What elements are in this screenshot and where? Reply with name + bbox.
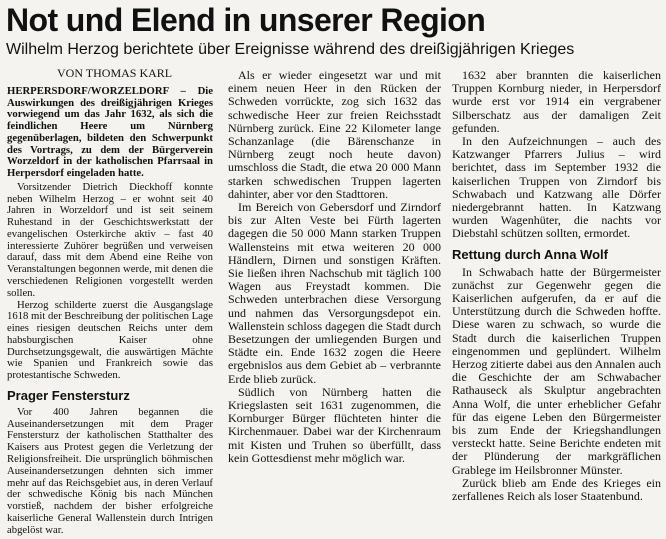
article-byline: VON THOMAS KARL	[57, 66, 173, 80]
column-2	[228, 69, 441, 465]
lead-text: – Die Auswirkungen des dreißigjährigen Krieges vorwiegend um das Jahr 1632, als sich die feindlichen Heere um Nürnberg gegenüberlagen, bildeten den Schwerpunkt des Vortrags, zu dem der Bürgerverein Worzeldorf in der katholischen Pfarrsaal in Herpersdorf eingeladen hatte.	[7, 84, 213, 180]
section-heading-rettung-durch-anna-wolf: Rettung durch Anna Wolf	[452, 246, 608, 262]
article-subheadline: Wilhelm Herzog berichtete über Ereignisse während des dreißigjährigen Krieges	[6, 41, 575, 58]
paragraph-2: Herzog schilderte zuerst die Ausgangslage 1618 mit der Beschreibung der politischen Lage eines riesigen deutschen Reichs unter dem habsburgischen Kaiser ohne Durchsetzungsgewalt, die auswärtigen Mächte wie Spanien und Frankreich sowie das protestantische Schweden.	[7, 298, 213, 382]
paragraph-3: Vor 400 Jahren begannen die Auseinandersetzungen mit dem Prager Fenstersturz der katholischen Statthalter des Kaisers aus Protest gegen die Verletzung der Religionsfreiheit. Die ursprünglich böhmischen Auseinandersetzungen dehnten sich immer mehr auf das Reichsgebiet aus, in deren Verlauf der schwedische König bis nach München vorstieß, nachdem der bisher erfolgreiche kaiserliche General Wallenstein durch Intrigen abgelöst war.	[7, 405, 213, 536]
paragraph-10: Zurück blieb am Ende des Krieges ein zerfallenes Reich als loser Staatenbund.	[452, 475, 661, 504]
column-3	[452, 69, 661, 503]
paragraph-7: 1632 aber brannten die kaiserlichen Truppen Kornburg nieder, in Herpersdorf wurde erst vor 1914 ein vergrabener Silberschatz aus der damaligen Zeit gefunden.	[452, 68, 661, 135]
column-1	[7, 66, 213, 536]
article-lead	[7, 86, 213, 180]
paragraph-4: Als er wieder eingesetzt war und mit einem neuen Heer in den Rücken der Schweden vorrückte, zog sich 1632 das schwedische Heer zur freien Reichsstadt Nürnberg zurück. Eine 22 Kilometer lange Schanzanlage (die Bärenschanze in Nürnberg zeugt noch heute davon) umschloss die Stadt, die etwa 20 000 Mann starken schwedischen Truppen lagerten dahinter, aber vor den Stadttoren.	[228, 68, 441, 201]
section-heading-prager-fenstersturz: Prager Fenstersturz	[7, 387, 130, 403]
article-headline: Not und Elend in unserer Region	[6, 2, 486, 38]
paragraph-9: In Schwabach hatte der Bürgermeister zunächst zur Gegenwehr gegen die Kaiserlichen aufgerufen, da er auf die Unterstützung durch die Schweden hoffte. Diese waren zu schwach, so wurde die Stadt durch die kaiserlichen Truppen eingenommen und geplündert. Wilhelm Herzog zitierte dabei aus den Annalen auch die Geschichte der am Schwabacher Rathauseck als Skulptur angebrachten Anna Wolf, die unter erheblicher Gefahr für das eigene Leben den Bürgermeister bis zum Ende der Kriegshandlungen versteckt hatte. Seine Berichte endeten mit der Plünderung der markgräflichen Grablege im Heilsbronner Münster.	[452, 264, 661, 477]
paragraph-1: Vorsitzender Dietrich Dieckhoff konnte neben Wilhelm Herzog – er wohnt seit 40 Jahren in Worzeldorf und ist seit seinem Ruhestand in der Geschichtswerkstatt der evangelischen Osterkirche aktiv – fast 40 interessierte Zuhörer begrüßen und verweisen darauf, dass mit dem Abend eine Reihe von Veranstaltungen begonnen werde, mit denen die verschiedenen Religionen vorgestellt werden sollen.	[7, 180, 213, 299]
paragraph-5: Im Bereich von Gebersdorf und Zirndorf bis zur Alten Veste bei Fürth lagerten dagegen die 50 000 Mann starken Truppen Wallensteins mit etwa weiteren 20 000 Händlern, Dirnen und sonstigen Kräften. Sie ließen ihren Nachschub mit täglich 100 Wagen aus Freystadt kommen. Die Schweden unterbrachen diese Versorgung und nahmen das Versorgungsdepot ein. Wallenstein schloss dagegen die Stadt durch Besetzungen der umliegenden Burgen und Städte ein. Ende 1632 zogen die Heere ergebnislos aus dem Gebiet ab – verbrannte Erde blieb zurück.	[228, 200, 441, 386]
paragraph-8: In den Aufzeichnungen – auch des Katzwanger Pfarrers Julius – wird berichtet, dass im September 1932 die kaiserlichen Truppen von Zirndorf bis Schwabach und Katzwang alle Dörfer niedergebrannt hatten. In Katzwang wurden Wagenhüter, die nachts vor Diebstahl schützen sollten, ermordet.	[452, 134, 661, 241]
article-dateline: HERPERSDORF/WORZELDORF	[7, 84, 169, 97]
paragraph-6: Südlich von Nürnberg hatten die Kriegslasten seit 1631 zugenommen, die Kornburger Bürger flüchteten hinter die Kirchenmauer. Dabei war der Kirchenraum mit Kisten und Truhen so überfüllt, dass kein Gottesdienst mehr möglich war.	[228, 384, 441, 465]
